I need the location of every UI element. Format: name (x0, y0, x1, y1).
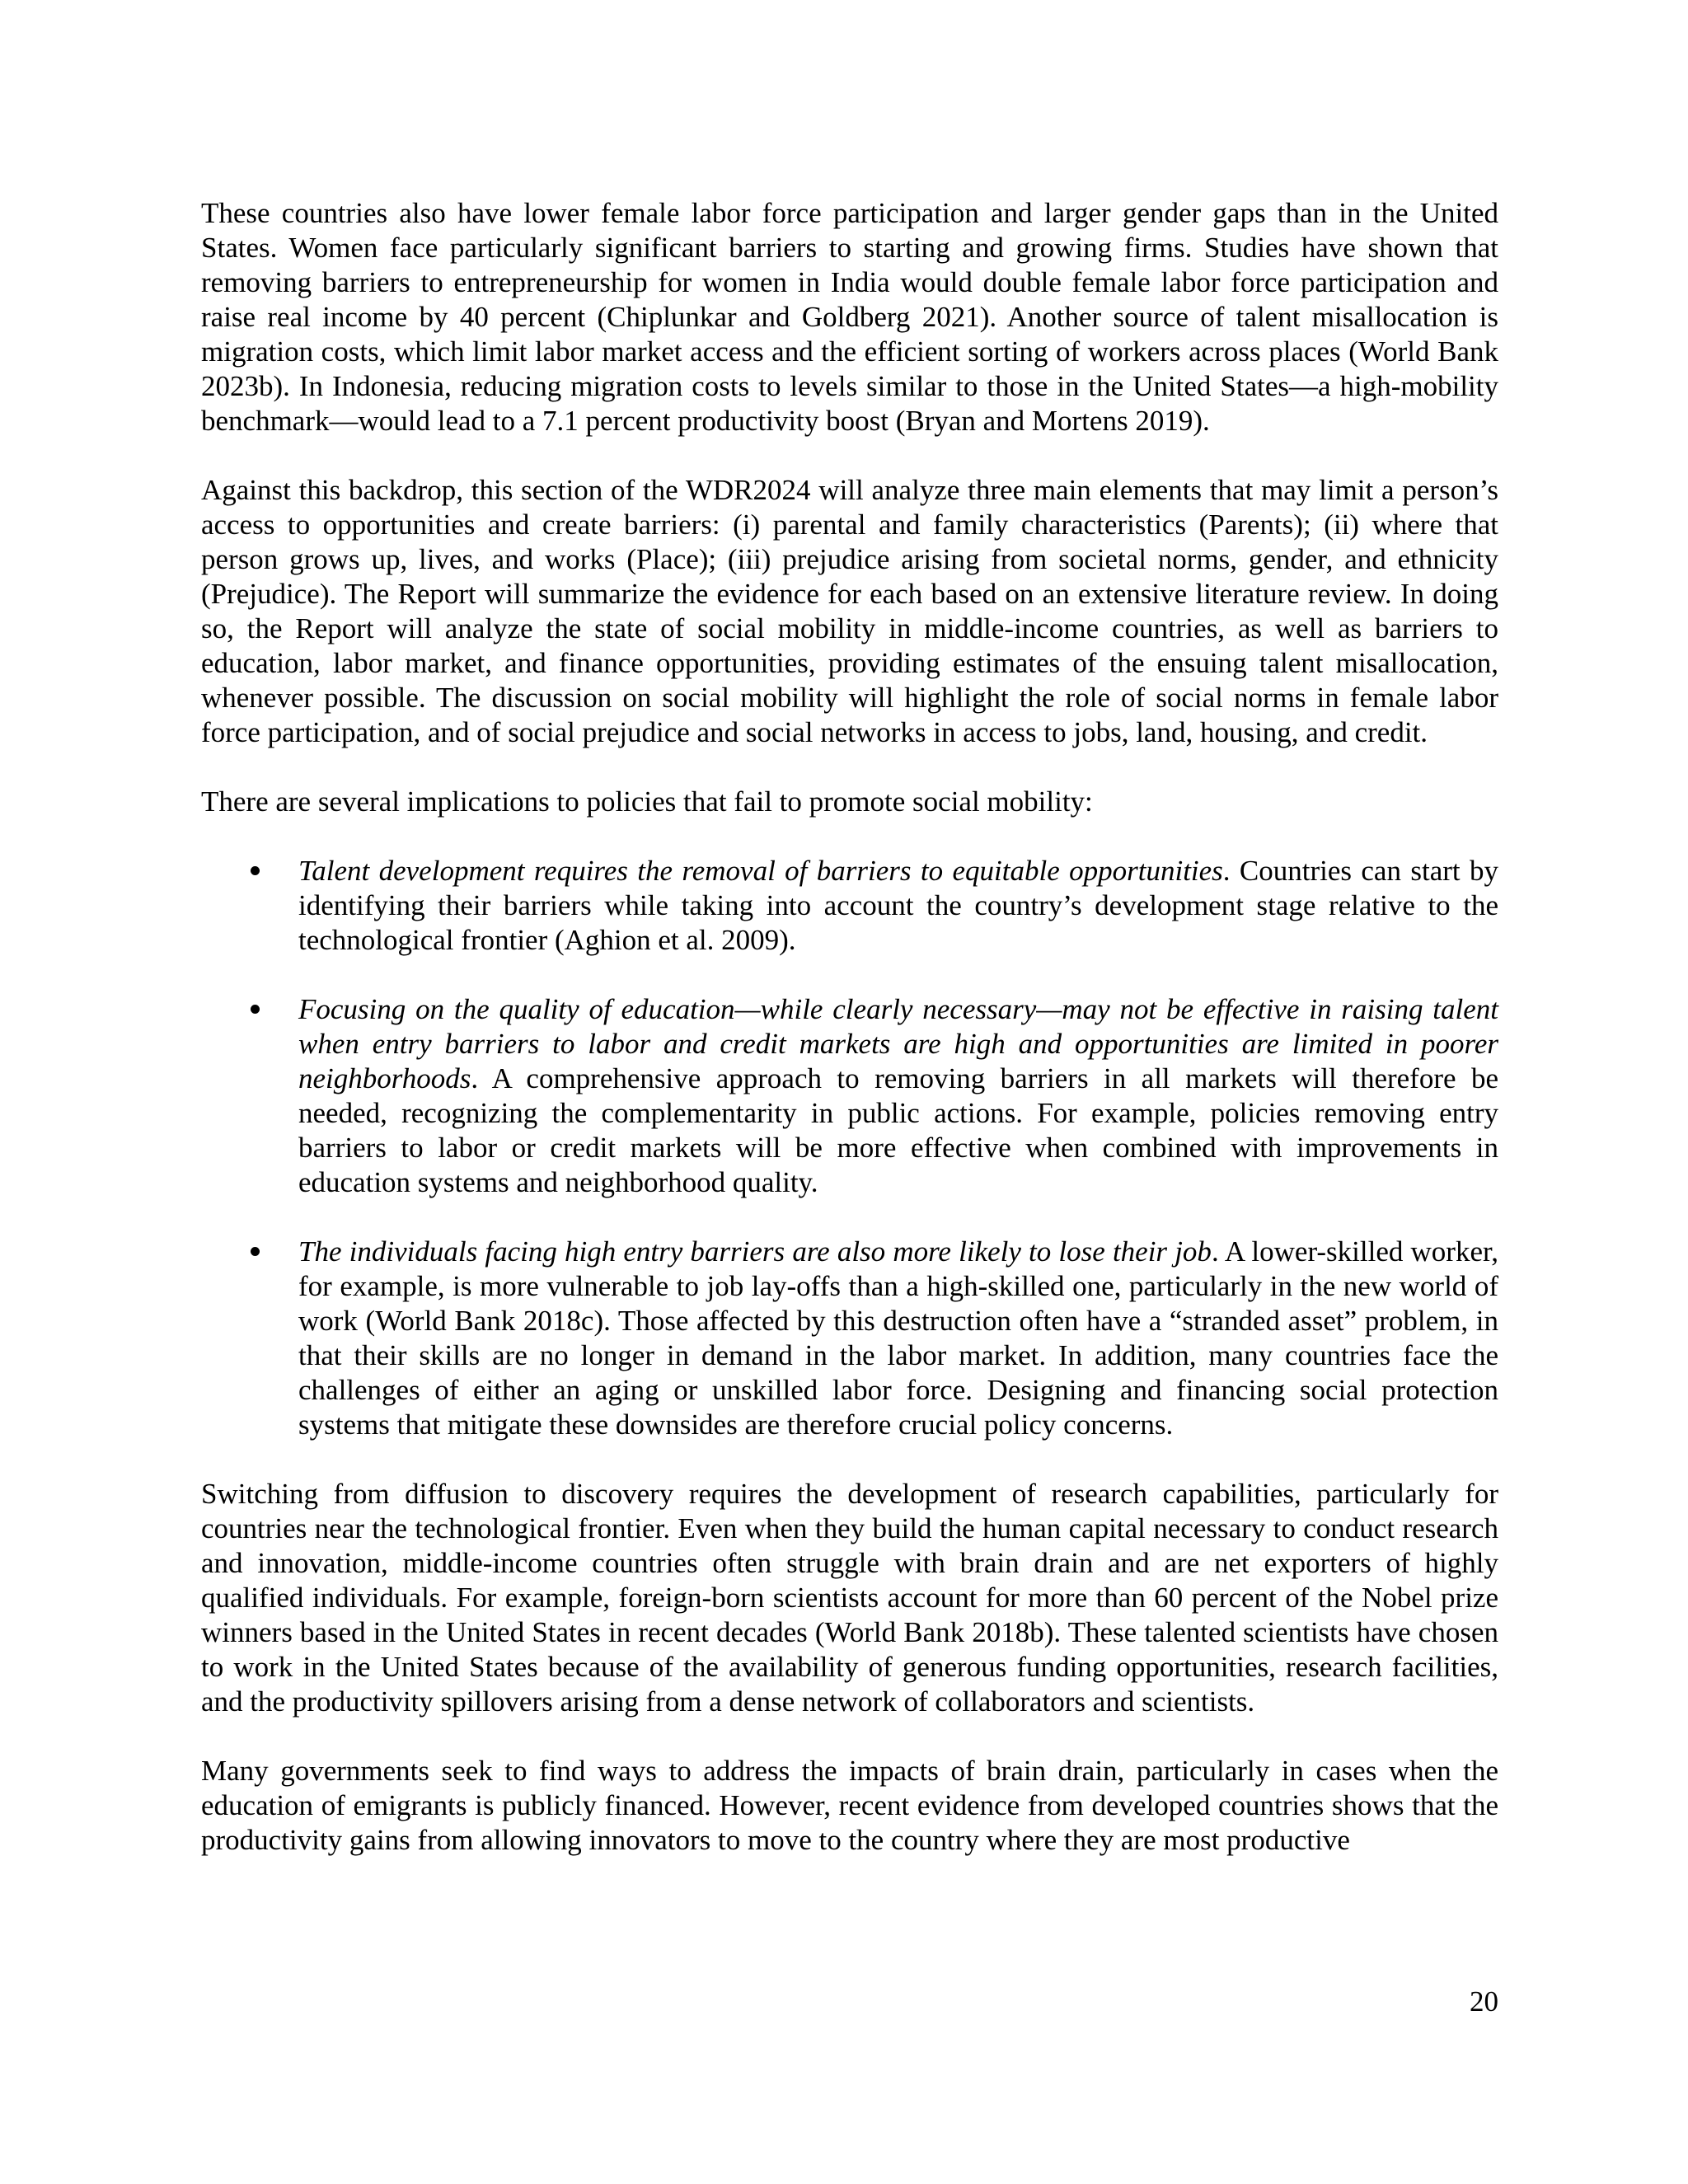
paragraph-brain-drain: Switching from diffusion to discovery requires the development of research capabilities, particularly for countries near the technological frontier. Even when they build the human capital necessary to conduct research and innovation, middle-income countries often struggle with brain drain and are net exporters of highly qualified individuals. For example, foreign-born scientists account for more than 60 percent of the Nobel prize winners based in the United States in recent decades (World Bank 2018b). These talented scientists have chosen to work in the United States because of the availability of generous funding opportunities, research facilities, and the productivity spillovers arising from a dense network of collaborators and scientists. (201, 1478, 1498, 1718)
bullet-icon (251, 1247, 260, 1256)
bullet-icon (251, 1005, 260, 1014)
paragraph-female-labor: These countries also have lower female labor force participation and larger gender gaps than in the United States. Women face particularly significant barriers to starting and growing firms. Studies have shown that removing barriers to entrepreneurship for women in India would double female labor force participation and raise real income by 40 percent (Chiplunkar and Goldberg 2021). Another source of talent misallocation is migration costs, which limit labor market access and the efficient sorting of workers across places (World Bank 2023b). In Indonesia, reducing migration costs to levels similar to those in the United States—a high-mobility benchmark—would lead to a 7.1 percent productivity boost (Bryan and Mortens 2019). (201, 197, 1498, 437)
bullet-lead: Focusing on the quality of education—while clearly necessary—may not be effective in raising talent when entry barriers to labor and credit markets are high and opportunities are limited in poorer neighborhoods (298, 993, 1498, 1094)
bullet-text: . A lower-skilled worker, for example, is more vulnerable to job lay-offs than a high-skilled one, particularly in the new world of work (World Bank 2018c). Those affected by this destruction often have a “stranded asset” problem, in that their skills are no longer in demand in the labor market. In addition, many countries face the challenges of either an aging or unskilled labor force. Designing and financing social protection systems that mitigate these downsides are therefore crucial policy concerns. (298, 1235, 1498, 1441)
list-item (201, 992, 1498, 1200)
page-number: 20 (1470, 1985, 1498, 2018)
paragraph-governments: Many governments seek to find ways to address the impacts of brain drain, particularly in cases when the education of emigrants is publicly financed. However, recent evidence from developed countries shows that the productivity gains from allowing innovators to move to the country where they are most productive (201, 1755, 1498, 1856)
paragraph-implications-intro: There are several implications to policies that fail to promote social mobility: (201, 785, 1093, 818)
document-body (201, 196, 1498, 1892)
bullet-text: . A comprehensive approach to removing barriers in all markets will therefore be needed, recognizing the complementarity in public actions. For example, policies removing entry barriers to labor or credit markets will be more effective when combined with improvements in education systems and neighborhood quality. (298, 1062, 1498, 1198)
bullet-lead: Talent development requires the removal of barriers to equitable opportunities (298, 855, 1223, 887)
list-item (201, 1235, 1498, 1442)
list-item (201, 854, 1498, 958)
bullet-text: . Countries can start by identifying their barriers while taking into account the country’s development stage relative to the technological frontier (Aghion et al. 2009). (298, 855, 1498, 956)
bullet-lead: The individuals facing high entry barriers are also more likely to lose their job (298, 1235, 1212, 1268)
paragraph-wdr2024-backdrop: Against this backdrop, this section of the WDR2024 will analyze three main elements that may limit a person’s access to opportunities and create barriers: (i) parental and family characteristics (Parents); (ii) where that person grows up, lives, and works (Place); (iii) prejudice arising from societal norms, gender, and ethnicity (Prejudice). The Report will summarize the evidence for each based on an extensive literature review. In doing so, the Report will analyze the state of social mobility in middle-income countries, as well as barriers to education, labor market, and finance opportunities, providing estimates of the ensuing talent misallocation, whenever possible. The discussion on social mobility will highlight the role of social norms in female labor force participation, and of social prejudice and social networks in access to jobs, land, housing, and credit. (201, 474, 1498, 748)
implications-list (201, 854, 1498, 1442)
bullet-icon (251, 866, 260, 875)
